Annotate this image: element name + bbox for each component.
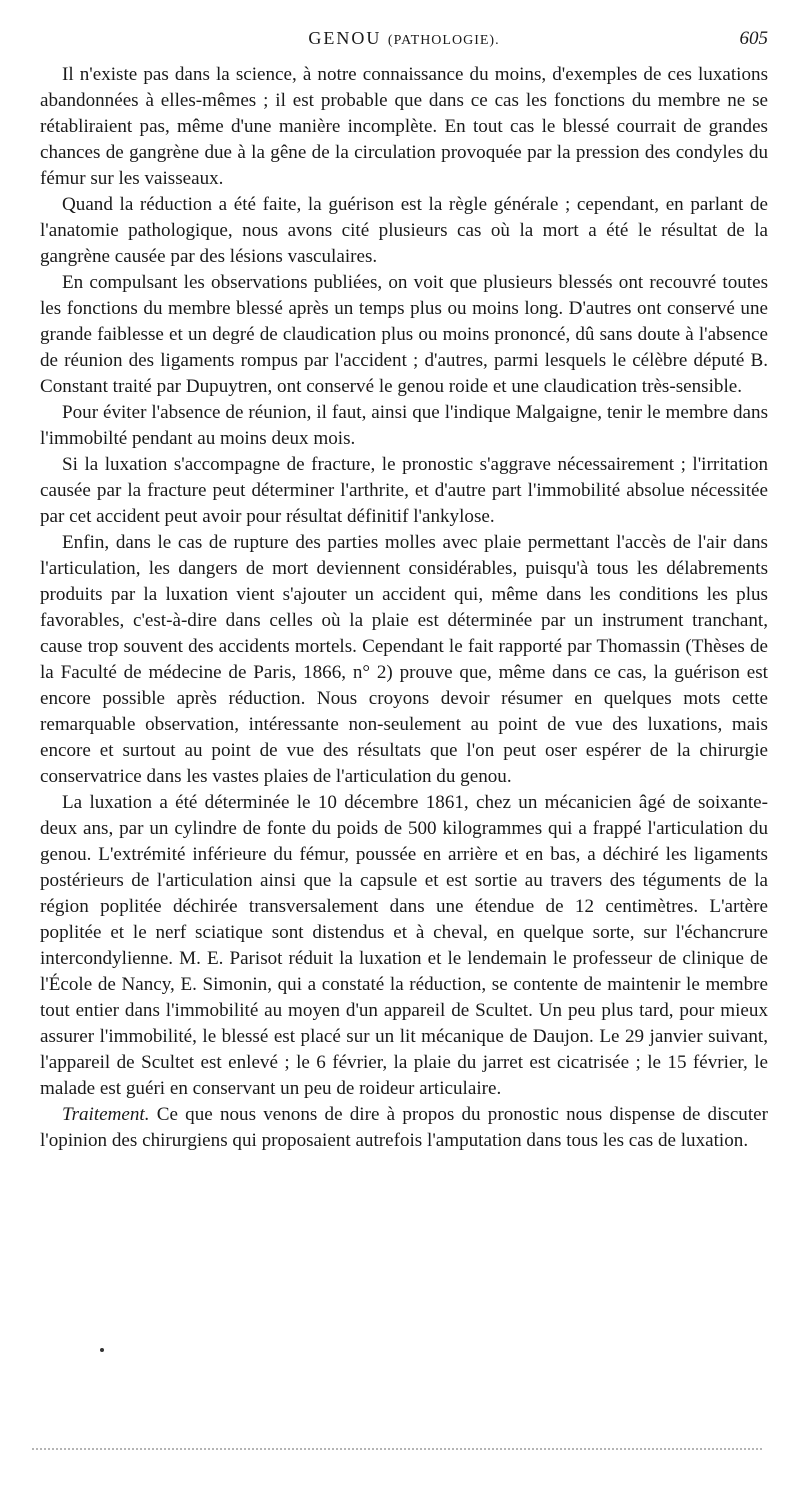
running-title — [40, 28, 768, 49]
section-title: GENOU — [308, 28, 382, 48]
bottom-dotted-rule — [32, 1448, 762, 1450]
paragraph: Enfin, dans le cas de rupture des parties molles avec plaie permettant l'accès de l'air dans l'articulation, les dangers de mort deviennent considérables, puisqu'à tous les délabrements produits par la luxation vient s'ajouter un accident qui, même dans les conditions les plus favorables, c'est-à-dire dans celles où la plaie est déterminée par un instrument tranchant, cause trop souvent des accidents mortels. Cependant le fait rapporté par Thomassin (Thèses de la Faculté de médecine de Paris, 1866, n° 2) prouve que, même dans ce cas, la guérison est encore possible après réduction. Nous croyons devoir résumer en quelques mots cette remarquable observation, intéressante non-seulement au point de vue des luxations, mais encore et surtout au point de vue des résultats que l'on peut oser espérer de la chirurgie conservatrice dans les vastes plaies de l'articulation du genou. — [40, 532, 768, 787]
paragraph: Pour éviter l'absence de réunion, il faut, ainsi que l'indique Malgaigne, tenir le membre dans l'immobilté pendant au moins deux mois. — [40, 402, 768, 449]
paragraph: La luxation a été déterminée le 10 décembre 1861, chez un mécanicien âgé de soixante-deux ans, par un cylindre de fonte du poids de 500 kilogrammes qui a frappé l'articulation du genou. L'extrémité inférieure du fémur, poussée en arrière et en bas, a déchiré les ligaments postérieurs de l'articulation ainsi que la capsule et est sortie au travers des téguments de la région poplitée déchirée transversalement dans une étendue de 12 centimètres. L'artère poplitée et le nerf sciatique sont distendus et à cheval, en quelque sorte, sur l'échancrure intercondylienne. M. E. Parisot réduit la luxation et le lendemain le professeur de clinique de l'École de Nancy, E. Simonin, qui a constaté la réduction, se contente de maintenir le membre tout entier dans l'immobilité au moyen d'un appareil de Scultet. Un peu plus tard, pour mieux assurer l'immobilité, le blessé est placé sur un lit mécanique de Daujon. Le 29 janvier suivant, l'appareil de Scultet est enlevé ; le 6 février, la plaie du jarret est cicatrisée ; le 15 février, le malade est guéri en conservant un peu de roideur articulaire. — [40, 792, 768, 1099]
paragraph: En compulsant les observations publiées, on voit que plusieurs blessés ont recouvré toutes les fonctions du membre blessé après un temps plus ou moins long. D'autres ont conservé une grande faiblesse et un degré de claudication plus ou moins prononcé, dû sans doute à l'absence de réunion des ligaments rompus par l'accident ; d'autres, parmi lesquels le célèbre député B. Constant traité par Dupuytren, ont conservé le genou roide et une claudication très-sensible. — [40, 272, 768, 397]
section-subtitle: (PATHOLOGIE). — [387, 33, 500, 48]
paragraph: Si la luxation s'accompagne de fracture, le pronostic s'aggrave nécessairement ; l'irritation causée par la fracture peut déterminer l'arthrite, et d'autre part l'immobilité absolue nécessitée par cet accident peut avoir pour résultat définitif l'ankylose. — [40, 454, 768, 527]
body-text — [40, 62, 768, 1154]
print-speck — [100, 1348, 104, 1352]
paragraph: Quand la réduction a été faite, la guérison est la règle générale ; cependant, en parlant de l'anatomie pathologique, nous avons cité plusieurs cas où la mort a été le résultat de la gangrène causée par des lésions vasculaires. — [40, 194, 768, 267]
treatment-text: Ce que nous venons de dire à propos du pronostic nous dispense de discuter l'opinion des chirurgiens qui proposaient autrefois l'amputation dans tous les cas de luxation. — [40, 1104, 768, 1151]
treatment-heading: Traitement. — [62, 1104, 150, 1125]
paragraph: Il n'existe pas dans la science, à notre connaissance du moins, d'exemples de ces luxations abandonnées à elles-mêmes ; il est probable que dans ce cas les fonctions du membre ne se rétabliraient pas, même d'une manière incomplète. En tout cas le blessé courrait de grandes chances de gangrène due à la gêne de la circulation provoquée par la pression des condyles du fémur sur les vaisseaux. — [40, 64, 768, 189]
page-number: 605 — [739, 28, 768, 49]
treatment-paragraph — [40, 1102, 768, 1154]
running-head — [40, 28, 768, 52]
